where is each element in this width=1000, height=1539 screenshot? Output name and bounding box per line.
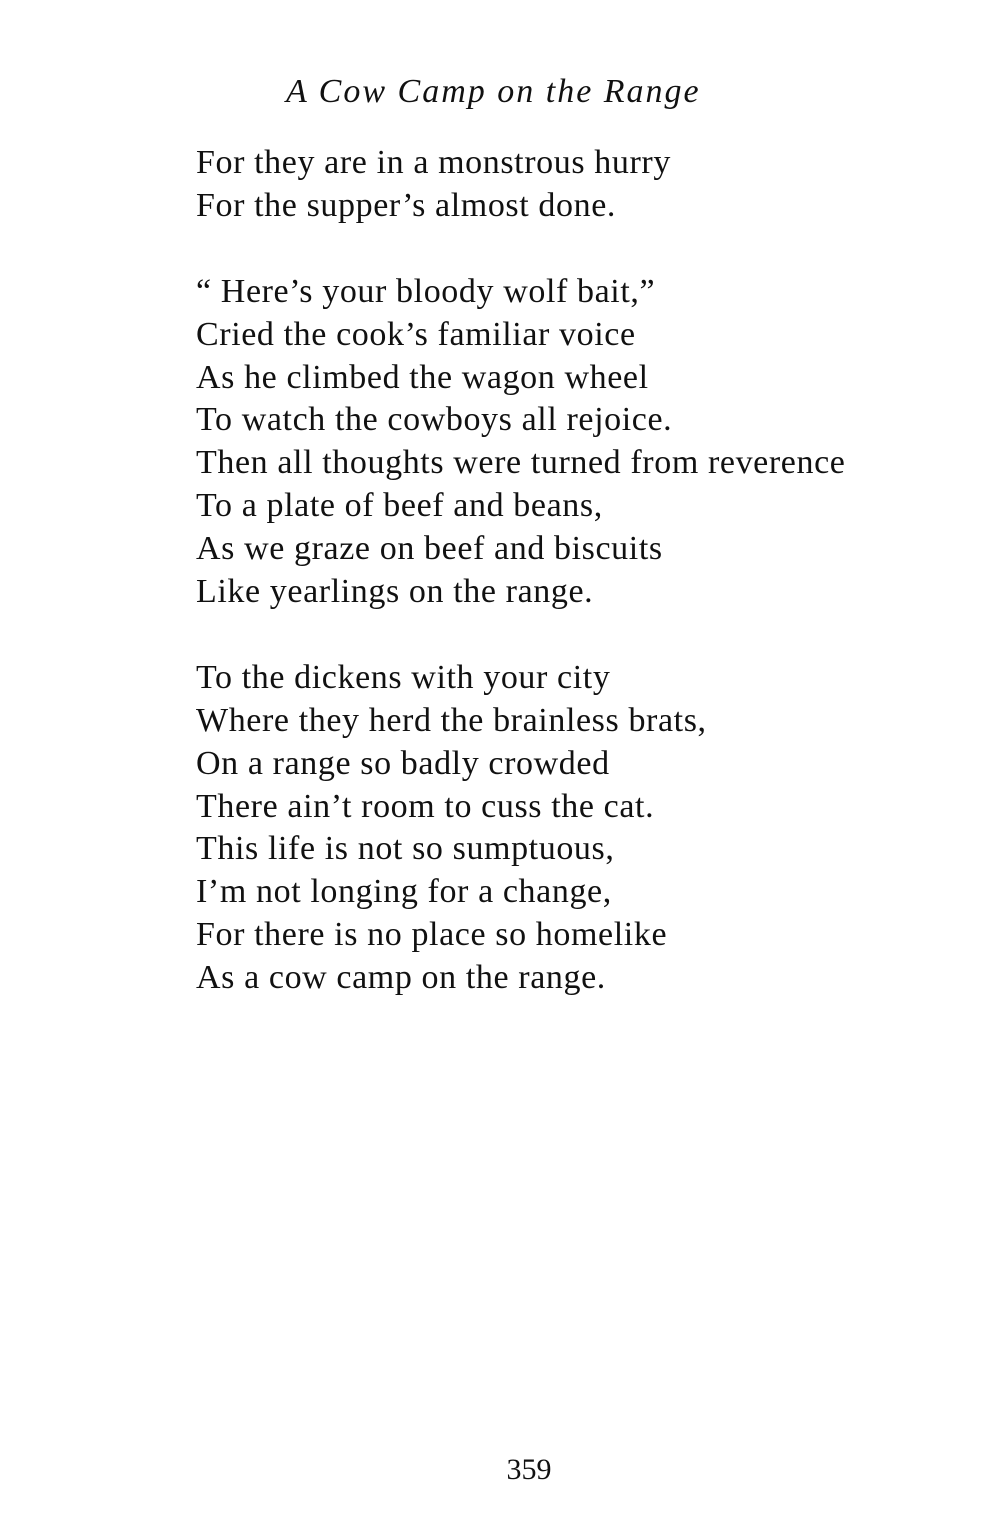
poem-line: For they are in a monstrous hurry [196,144,671,181]
running-head: A Cow Camp on the Range [286,73,701,110]
poem-line: To watch the cowboys all rejoice. [196,401,673,439]
stanza-3 [196,657,976,1000]
poem-line: Cried the cook’s familiar voice [196,315,636,353]
poem-line: To a plate of beef and beans, [196,487,603,525]
poem-line: “ Here’s your bloody wolf bait,” [196,272,656,310]
poem-line: On a range so badly crowded [196,744,610,782]
page-number: 359 [506,1453,552,1486]
poem-line: As a cow camp on the range. [196,959,606,997]
poem-line: To the dickens with your city [196,658,611,696]
poem-line: Then all thoughts were turned from reverence [196,444,846,482]
poem-line: I’m not longing for a change, [196,873,612,911]
poem-line: For there is no place so homelike [196,916,668,954]
poem-line: Where they herd the brainless brats, [196,701,707,739]
poem-line: As he climbed the wagon wheel [196,358,649,396]
stanza-2 [196,271,976,614]
poem-line: For the supper’s almost done. [196,186,617,224]
stanza-1 [196,142,976,228]
poem-line: Like yearlings on the range. [196,573,594,611]
poem-line: This life is not so sumptuous, [196,830,615,868]
poem-line: As we graze on beef and biscuits [196,530,663,568]
poem-body [196,142,976,1000]
poem-line: There ain’t room to cuss the cat. [196,787,655,825]
